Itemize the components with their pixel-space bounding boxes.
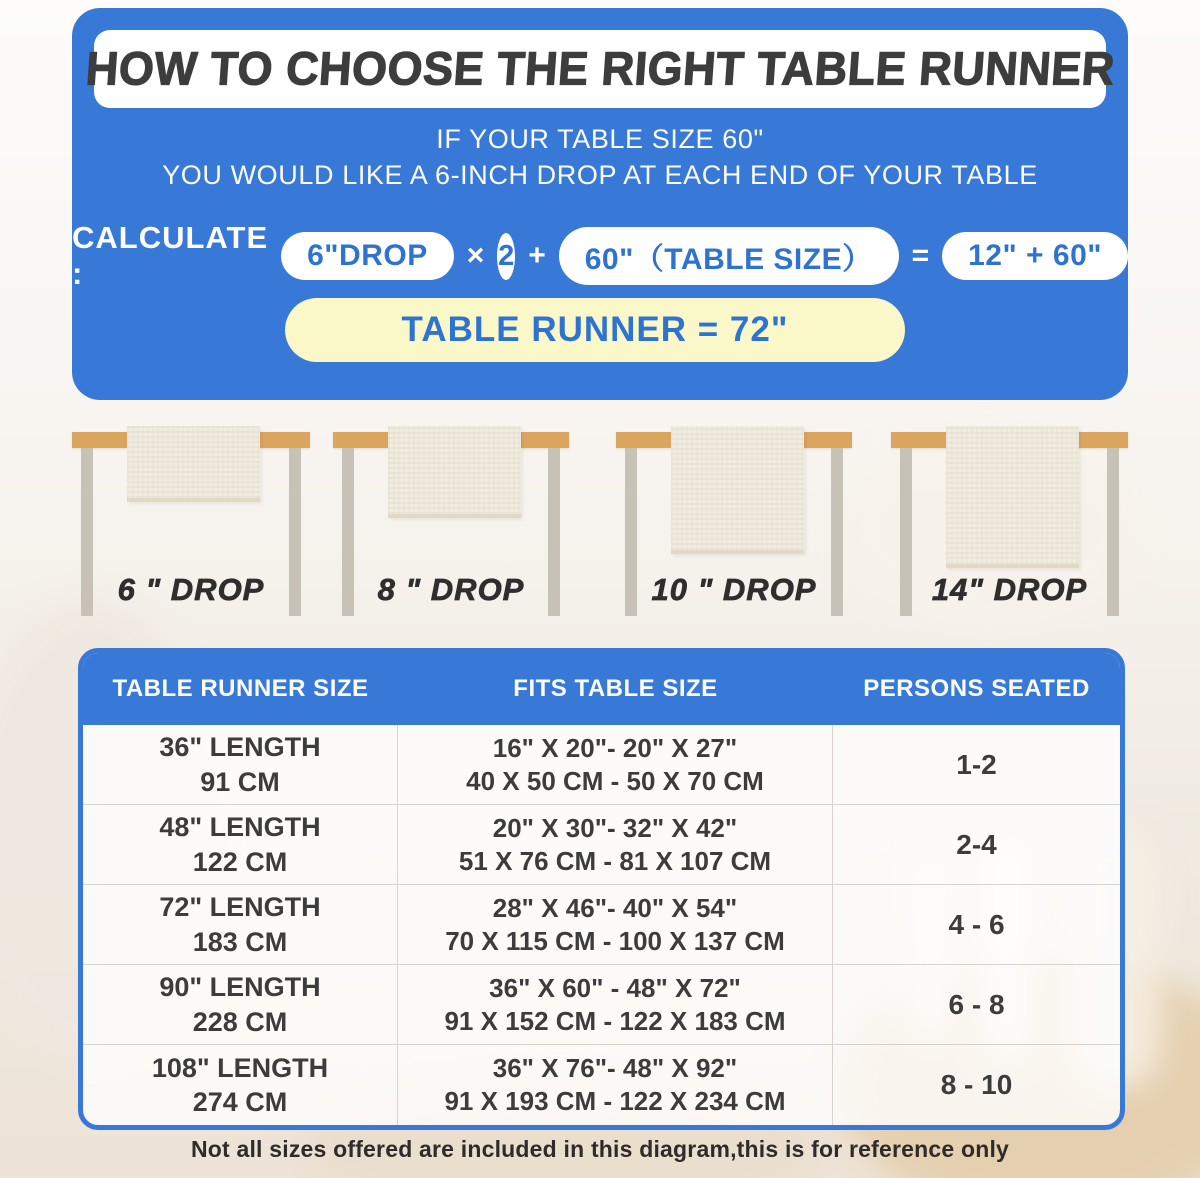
drop-pill: 6"DROP	[281, 232, 454, 280]
sum-pill: 12" + 60"	[942, 232, 1128, 280]
table-runner-illustration	[946, 426, 1079, 568]
runner-size-inches: 90" LENGTH	[159, 972, 321, 1003]
persons-seated-cell: 2-4	[956, 828, 997, 860]
table-row	[83, 805, 1120, 885]
subtitle-line-1: IF YOUR TABLE SIZE 60"	[436, 124, 764, 154]
fits-size-inches: 20" X 30"- 32" X 42"	[492, 812, 738, 843]
runner-size-cell	[83, 965, 398, 1044]
title-box	[83, 30, 1117, 108]
fits-size-inches: 28" X 46"- 40" X 54"	[492, 892, 738, 923]
persons-seated-cell: 6 - 8	[948, 988, 1005, 1020]
size-chart-header	[83, 653, 1120, 725]
table-runner-illustration	[388, 426, 521, 518]
runner-size-cell	[83, 1045, 398, 1125]
fits-size-cell	[398, 965, 833, 1044]
result-pill: TABLE RUNNER = 72"	[285, 298, 905, 362]
drop-label: 8 " DROP	[377, 572, 525, 607]
calculation-row	[72, 220, 1128, 291]
drop-label: 10 " DROP	[651, 572, 817, 607]
drop-figure-14	[891, 428, 1128, 620]
header-banner	[72, 8, 1128, 400]
table-runner-illustration	[127, 426, 260, 502]
runner-size-cm: 122 CM	[192, 846, 288, 877]
table-row	[83, 885, 1120, 965]
table-runner-illustration	[671, 426, 804, 554]
fits-size-cell	[398, 1045, 833, 1125]
equals-symbol: =	[911, 239, 930, 272]
fits-size-cm: 91 X 193 CM - 122 X 234 CM	[444, 1086, 786, 1116]
persons-seated-cell: 1-2	[956, 748, 997, 780]
runner-size-cm: 91 CM	[200, 766, 280, 797]
multiplier-circle: 2	[497, 233, 515, 280]
drop-label: 14" DROP	[931, 572, 1088, 607]
table-row	[83, 725, 1120, 805]
table-size-pill: 60"（TABLE SIZE）	[559, 227, 899, 285]
fits-size-cm: 70 X 115 CM - 100 X 137 CM	[445, 925, 785, 956]
fits-size-cm: 40 X 50 CM - 50 X 70 CM	[466, 765, 764, 796]
runner-size-cm: 274 CM	[192, 1087, 288, 1117]
fits-size-cm: 91 X 152 CM - 122 X 183 CM	[444, 1005, 786, 1036]
column-header-fits-table-size: FITS TABLE SIZE	[513, 675, 718, 702]
runner-size-inches: 36" LENGTH	[159, 732, 321, 763]
persons-seated-cell: 4 - 6	[948, 908, 1005, 940]
plus-symbol: +	[528, 239, 546, 272]
runner-size-inches: 108" LENGTH	[151, 1052, 329, 1083]
runner-size-inches: 72" LENGTH	[159, 892, 321, 923]
fits-size-cell	[398, 805, 833, 884]
fits-size-inches: 36" X 60" - 48" X 72"	[489, 972, 741, 1003]
column-header-persons-seated: PERSONS SEATED	[863, 675, 1090, 702]
runner-size-cell	[83, 805, 398, 884]
size-chart-table	[78, 648, 1125, 1130]
table-row	[83, 965, 1120, 1045]
column-header-runner-size: TABLE RUNNER SIZE	[112, 675, 369, 702]
drop-label: 6 " DROP	[117, 572, 265, 607]
runner-size-cell	[83, 725, 398, 804]
fits-size-inches: 36" X 76"- 48" X 92"	[492, 1053, 738, 1084]
runner-size-cm: 183 CM	[192, 926, 288, 957]
fits-size-cell	[398, 885, 833, 964]
runner-size-cell	[83, 885, 398, 964]
fits-size-cell	[398, 725, 833, 804]
fits-size-cm: 51 X 76 CM - 81 X 107 CM	[458, 845, 772, 876]
subtitle-line-2: YOU WOULD LIKE A 6-INCH DROP AT EACH END OF YOUR TABLE	[162, 160, 1038, 190]
runner-size-cm: 228 CM	[192, 1006, 288, 1037]
table-row	[83, 1045, 1120, 1125]
drop-figure-8	[333, 428, 569, 620]
fits-size-inches: 16" X 20"- 20" X 27"	[492, 732, 738, 763]
runner-size-inches: 48" LENGTH	[159, 812, 321, 843]
page-title: HOW TO CHOOSE THE RIGHT TABLE RUNNER	[83, 41, 1117, 95]
drop-figure-10	[616, 428, 852, 620]
footer-note: Not all sizes offered are included in this diagram,this is for reference only	[190, 1136, 1010, 1162]
persons-seated-cell: 8 - 10	[940, 1069, 1013, 1101]
multiply-symbol: ×	[466, 239, 485, 272]
drop-figure-6	[72, 428, 310, 620]
calculate-label: CALCULATE :	[72, 220, 269, 291]
